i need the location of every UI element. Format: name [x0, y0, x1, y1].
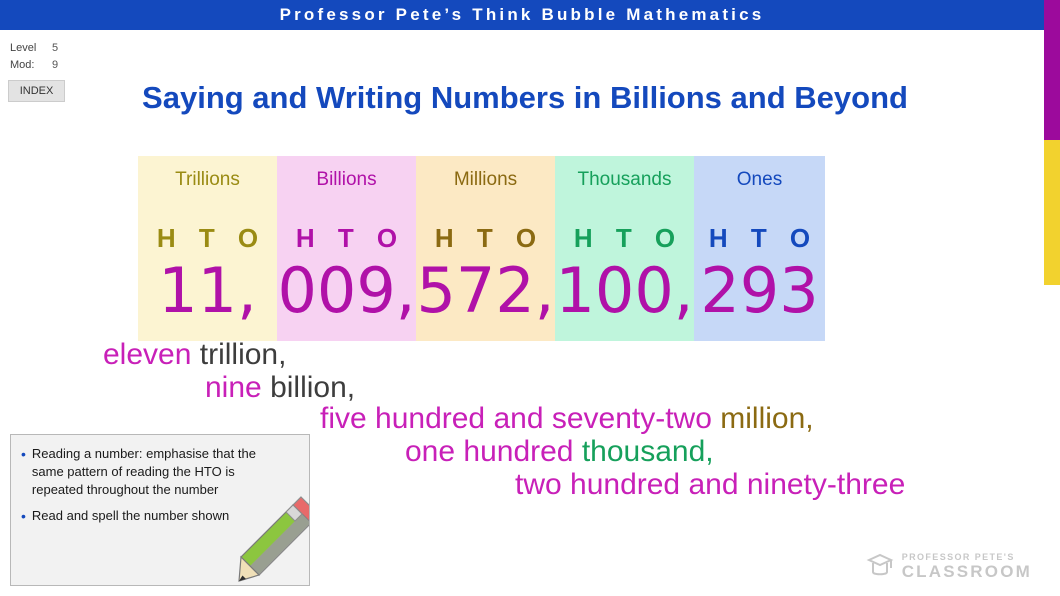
pencil-icon: [233, 493, 310, 586]
column-digits-trillions: 11,: [158, 254, 257, 327]
place-value-table: [138, 156, 825, 341]
page-title: Saying and Writing Numbers in Billions and Beyond: [142, 80, 908, 115]
column-hto-thousands: H T O: [573, 223, 684, 253]
number-words-line-2-period: billion,: [270, 371, 356, 404]
bullet-icon: •: [21, 508, 26, 524]
number-words-line-1: [103, 338, 286, 372]
column-name-millions: Millions: [453, 169, 518, 190]
classroom-logo-icon: [866, 552, 894, 582]
place-value-column-ones: [694, 156, 825, 341]
number-words-line-3-quantity: five hundred and seventy-two: [320, 402, 712, 435]
place-value-column-trillions: [138, 156, 277, 341]
column-hto-trillions: H T O: [156, 223, 267, 253]
mod-label: Mod:: [10, 59, 35, 71]
place-value-column-thousands: [555, 156, 694, 341]
column-digits-ones: 293: [700, 254, 819, 327]
number-words-line-4: [405, 435, 714, 469]
bullet-icon: •: [21, 446, 26, 462]
number-words-line-1-period: trillion,: [199, 338, 287, 371]
mod-value: 9: [52, 59, 59, 71]
number-words-line-1-quantity: eleven: [103, 338, 192, 371]
number-words-line-5: [515, 468, 905, 502]
edge-strip-white: [1044, 285, 1060, 596]
logo-text-top: PROFESSOR PETE'S: [901, 552, 1015, 563]
level-row: [10, 40, 58, 57]
column-hto-ones: H T O: [708, 223, 819, 253]
logo-text: [902, 553, 1032, 580]
note-text: Read and spell the number shown: [31, 508, 230, 523]
number-words-line-4-period: thousand,: [581, 435, 714, 468]
column-name-ones: Ones: [736, 169, 783, 190]
column-digits-millions: 572,: [416, 254, 555, 327]
number-words-line-2-quantity: nine: [205, 371, 262, 404]
number-words-line-4-quantity: one hundred: [405, 435, 574, 468]
level-value: 5: [52, 42, 59, 54]
index-button-label: INDEX: [19, 85, 54, 97]
app-title: Professor Pete’s Think Bubble Mathematics: [279, 5, 765, 24]
slide-meta: [10, 40, 58, 74]
number-words-line-3-period: million,: [720, 402, 814, 435]
index-button[interactable]: [8, 80, 65, 102]
brand-logo: [866, 552, 1032, 582]
logo-text-bottom: CLASSROOM: [901, 561, 1032, 581]
app-title-bar: [0, 0, 1044, 30]
column-hto-millions: H T O: [434, 223, 545, 253]
column-digits-billions: 009,: [277, 254, 416, 327]
column-digits-thousands: 100,: [555, 254, 694, 327]
mod-row: [10, 57, 58, 74]
level-label: Level: [10, 42, 37, 54]
number-words-line-5-quantity: two hundred and ninety-three: [515, 468, 906, 501]
note-text: Reading a number: emphasise that the same pattern of reading the HTO is repeated throughout the number: [31, 446, 256, 497]
teacher-notes-panel: [10, 434, 310, 586]
place-value-column-billions: [277, 156, 416, 341]
number-words-line-2: [205, 371, 355, 405]
column-name-thousands: Thousands: [577, 169, 672, 190]
edge-strip-magenta: [1044, 0, 1060, 140]
column-hto-billions: H T O: [295, 223, 406, 253]
place-value-column-millions: [416, 156, 555, 341]
list-item: [21, 445, 297, 499]
column-name-trillions: Trillions: [175, 169, 240, 190]
edge-strip-yellow: [1044, 140, 1060, 285]
number-words-line-3: [320, 402, 814, 436]
column-name-billions: Billions: [316, 169, 377, 190]
